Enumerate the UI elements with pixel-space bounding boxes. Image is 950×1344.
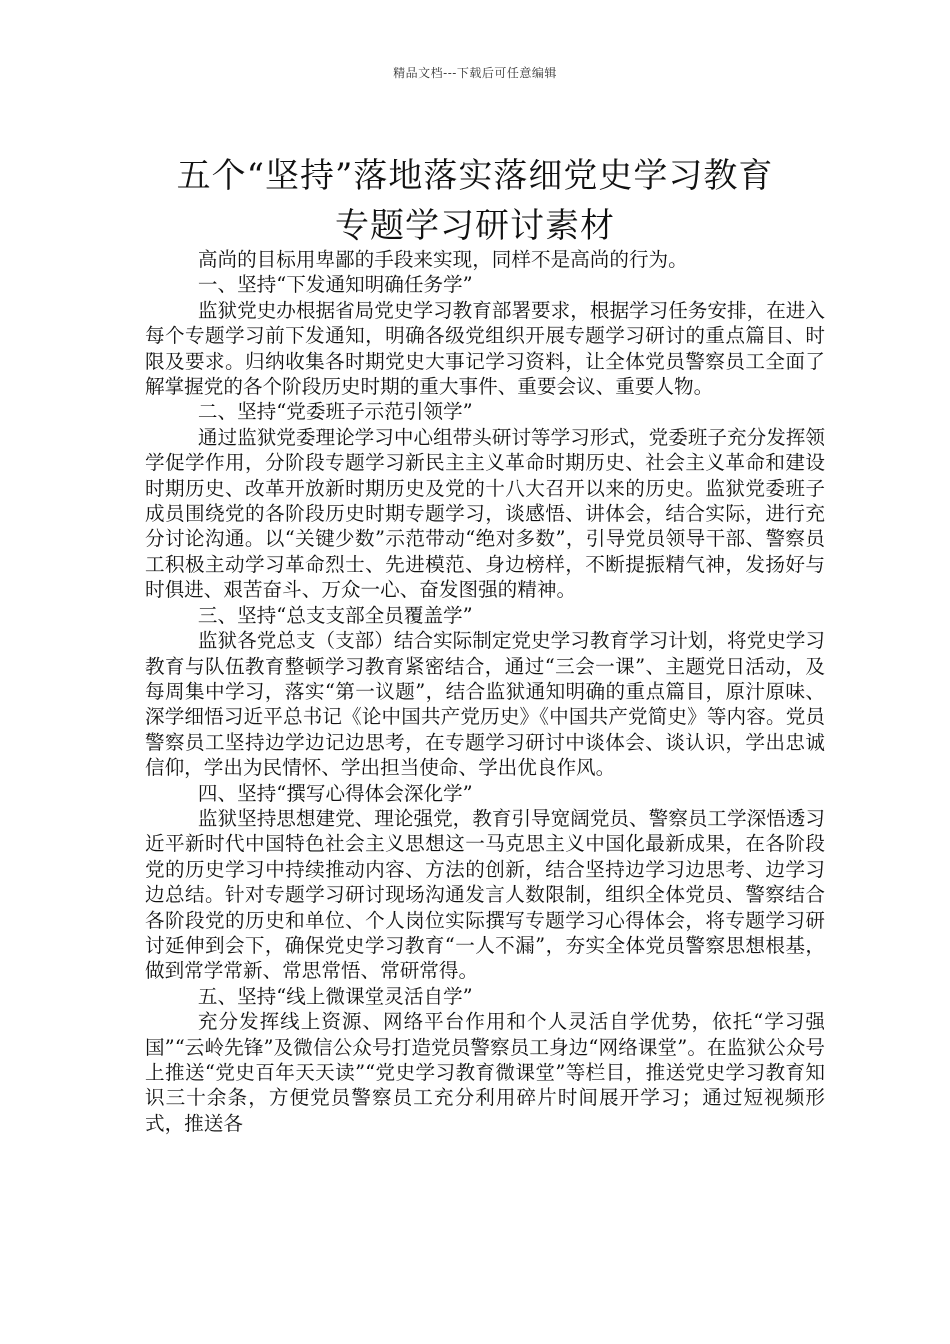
section-paragraph-3: 监狱各党总支（支部）结合实际制定党史学习教育学习计划，将党史学习教育与队伍教育整顿学习教育紧密结合，通过“三会一课”、主题党日活动，及每周集中学习，落实“第一议题”，结合监狱通知明确的重点篇目，原汁原味、深学细悟习近平总书记《论中国共产党历史》《中国共产党简史》等内容。党员警察员工坚持边学边记边思考，在专题学习研讨中谈体会、谈认识，学出忠诚信仰，学出为民情怀、学出担当使命、学出优良作风。 bbox=[145, 629, 825, 780]
section-paragraph-2: 通过监狱党委理论学习中心组带头研讨等学习形式，党委班子充分发挥领学促学作用，分阶段专题学习新民主主义革命时期历史、社会主义革命和建设时期历史、改革开放新时期历史及党的十八大召开以来的历史。监狱党委班子成员围绕党的各阶段历史时期专题学习，谈感悟、讲体会，结合实际，进行充分讨论沟通。以“关键少数”示范带动“绝对多数”，引导党员领导干部、警察员工积极主动学习革命烈士、先进模范、身边榜样，不断提振精气神，发扬好与时俱进、艰苦奋斗、万众一心、奋发图强的精神。 bbox=[145, 425, 825, 602]
section-heading-1: 一、坚持“下发通知明确任务学” bbox=[197, 273, 473, 297]
document-title bbox=[0, 151, 950, 251]
section-heading-2: 二、坚持“党委班子示范引领学” bbox=[197, 400, 473, 424]
document-body bbox=[145, 247, 825, 1136]
section-paragraph-5: 充分发挥线上资源、网络平台作用和个人灵活自学优势，依托“学习强国”“云岭先锋”及微信公众号打造党员警察员工身边“网络课堂”。在监狱公众号上推送“党史百年天天读”“党史学习教育微课堂”等栏目，推送党史学习教育知识三十余条，方便党员警察员工充分利用碎片时间展开学习；通过短视频形式，推送各 bbox=[145, 1010, 825, 1135]
section-heading-3: 三、坚持“总支支部全员覆盖学” bbox=[197, 603, 473, 627]
section-paragraph-1: 监狱党史办根据省局党史学习教育部署要求，根据学习任务安排，在进入每个专题学习前下发通知，明确各级党组织开展专题学习研讨的重点篇目、时限及要求。归纳收集各时期党史大事记学习资料，让全体党员警察员工全面了解掌握党的各个阶段历史时期的重大事件、重要会议、重要人物。 bbox=[145, 298, 825, 399]
section-heading-5: 五、坚持“线上微课堂灵活自学” bbox=[197, 984, 473, 1008]
title-line-1: 五个“坚持”落地落实落细党史学习教育 bbox=[176, 155, 774, 196]
title-line-2: 专题学习研讨素材 bbox=[335, 205, 615, 246]
opening-quote: 高尚的目标用卑鄙的手段来实现，同样不是高尚的行为。 bbox=[197, 248, 688, 271]
section-heading-4: 四、坚持“撰写心得体会深化学” bbox=[197, 781, 473, 805]
page-header-note: 精品文档---下载后可任意编辑 bbox=[393, 66, 557, 80]
section-paragraph-4: 监狱坚持思想建党、理论强党，教育引导宽阔党员、警察员工学深悟透习近平新时代中国特色社会主义思想这一马克思主义中国化最新成果，在各阶段党的历史学习中持续推动内容、方法的创新，结合坚持边学习边思考、边学习边总结。针对专题学习研讨现场沟通发言人数限制，组织全体党员、警察结合各阶段党的历史和单位、个人岗位实际撰写专题学习心得体会，将专题学习研讨延伸到会下，确保党史学习教育“一人不漏”，夯实全体党员警察思想根基，做到常学常新、常思常悟、常研常得。 bbox=[145, 806, 825, 983]
